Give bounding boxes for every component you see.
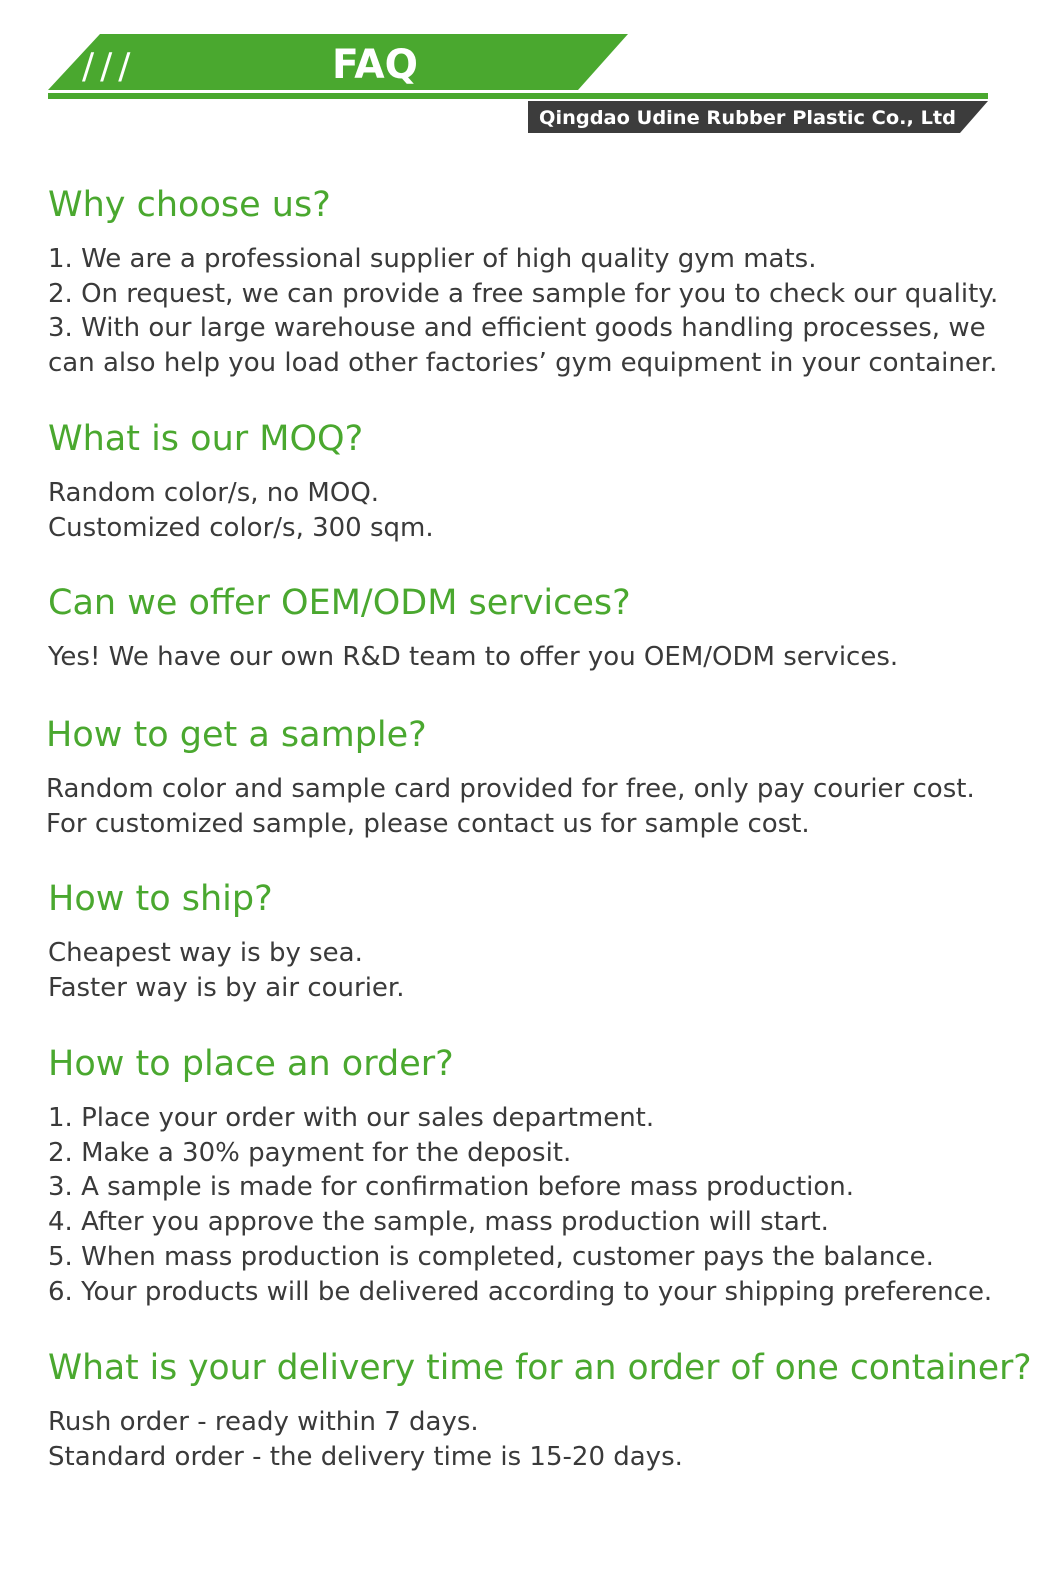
faq-answer-line: Customized color/s, 300 sqm. (48, 512, 434, 543)
faq-answer-line: 1. Place your order with our sales department. (48, 1103, 655, 1133)
faq-answer-line: 4. After you approve the sample, mass production will start. (48, 1207, 829, 1238)
faq-answer-line: 2. Make a 30% payment for the deposit. (48, 1137, 572, 1168)
faq-answer-line: 5. When mass production is completed, customer pays the balance. (48, 1241, 934, 1272)
faq-answer (48, 640, 1038, 675)
faq-answer (46, 772, 1036, 841)
faq-answer-line: Random color/s, no MOQ. (48, 478, 380, 508)
faq-answer (48, 476, 1038, 545)
faq-answer (48, 936, 1038, 1005)
faq-answer-line: Yes! We have our own R&D team to offer you OEM/ODM services. (48, 642, 899, 672)
faq-answer-line: 1. We are a professional supplier of high quality gym mats. (48, 244, 817, 274)
faq-section-moq (48, 416, 1038, 545)
faq-answer-line: Random color and sample card provided for free, only pay courier cost. (46, 774, 975, 804)
faq-question: Why choose us? (48, 185, 331, 225)
faq-answer-line: 6. Your products will be delivered according to your shipping preference. (48, 1276, 993, 1307)
faq-answer (48, 242, 1038, 381)
banner-slashes: /// (82, 46, 137, 87)
faq-answer-line: Standard order - the delivery time is 15-20 days. (48, 1441, 683, 1472)
faq-question: How to ship? (48, 879, 273, 919)
faq-question: What is our MOQ? (48, 419, 364, 459)
faq-answer (48, 1101, 1038, 1309)
faq-section-sample (46, 712, 1036, 841)
faq-question: Can we offer OEM/ODM services? (48, 583, 631, 623)
page-title: FAQ (332, 42, 418, 88)
faq-answer-line: For customized sample, please contact us for sample cost. (46, 808, 810, 839)
faq-section-place-order (48, 1041, 1038, 1309)
faq-answer-line: Cheapest way is by sea. (48, 938, 363, 968)
faq-question: How to place an order? (48, 1044, 454, 1084)
company-name: Qingdao Udine Rubber Plastic Co., Ltd (539, 107, 956, 129)
faq-answer-line: Rush order - ready within 7 days. (48, 1407, 479, 1437)
faq-answer-line: Faster way is by air courier. (48, 972, 405, 1003)
faq-section-shipping (48, 876, 1038, 1005)
faq-header-banner (0, 0, 1060, 150)
banner-green-line (48, 93, 988, 99)
faq-section-why-choose-us (48, 182, 1038, 381)
faq-section-delivery-time (48, 1345, 1038, 1474)
faq-answer-line: 3. A sample is made for confirmation before mass production. (48, 1172, 855, 1203)
faq-answer-line: 3. With our large warehouse and efficient goods handling processes, we can also help you load other factories’ gym equipment in your container. (48, 313, 998, 379)
faq-question: What is your delivery time for an order of one container? (48, 1348, 1032, 1388)
faq-answer-line: 2. On request, we can provide a free sample for you to check our quality. (48, 278, 999, 309)
faq-question: How to get a sample? (46, 715, 427, 755)
faq-section-oem-odm (48, 580, 1038, 675)
faq-answer (48, 1405, 1038, 1474)
